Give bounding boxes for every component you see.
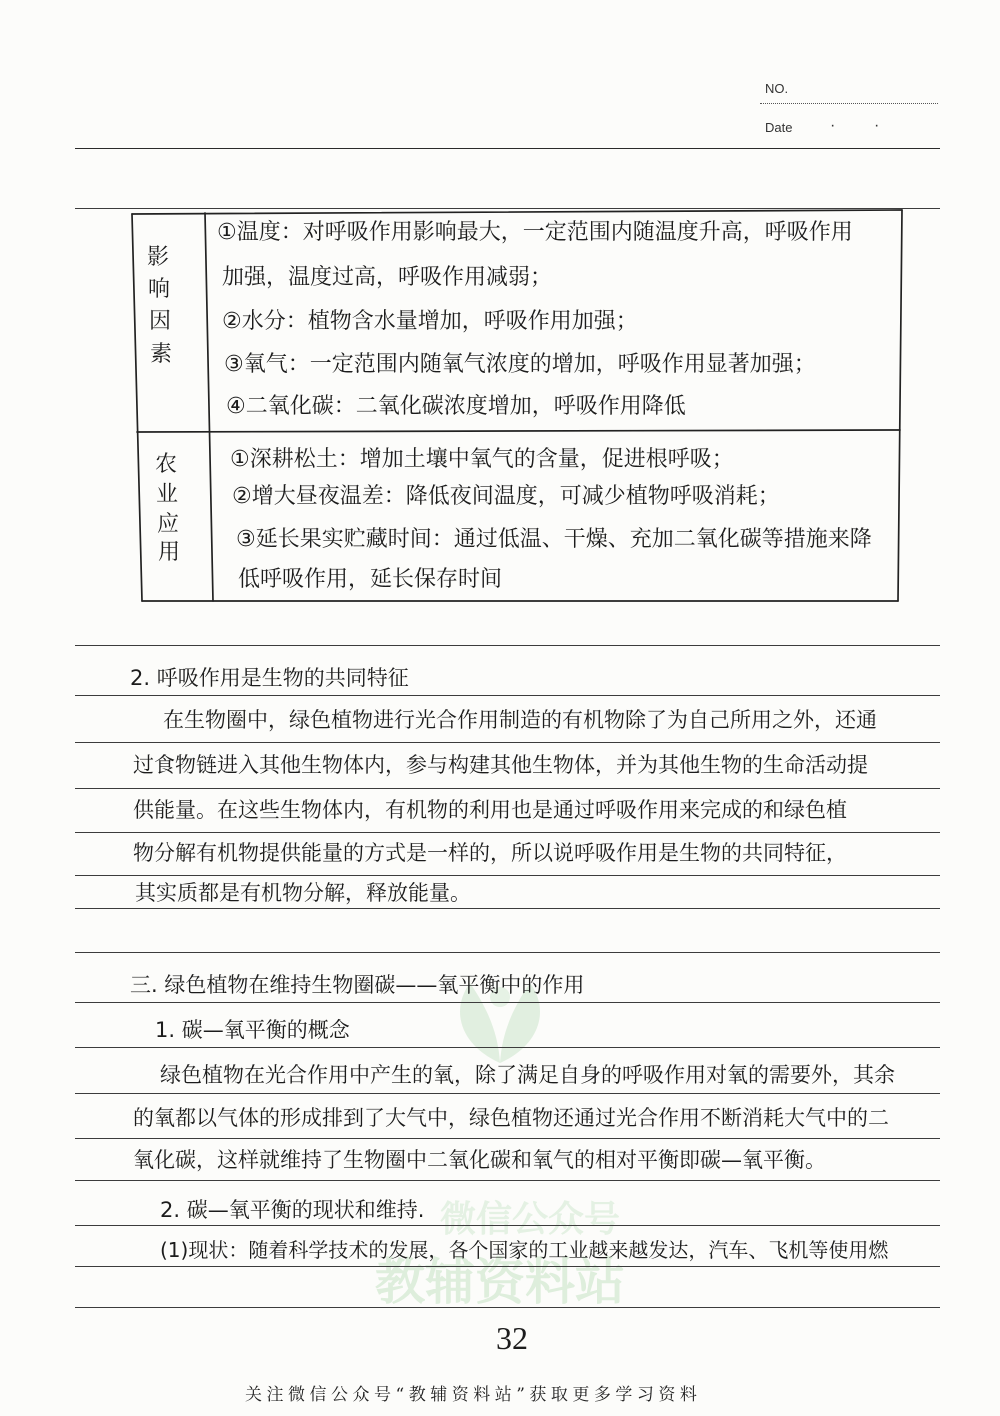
table-row: ④二氧化碳：二氧化碳浓度增加，呼吸作用降低	[226, 394, 686, 419]
ruled-line	[75, 1180, 940, 1181]
paragraph-line: 绿色植物在光合作用中产生的氧，除了满足自身的呼吸作用对氧的需要外，其余	[160, 1063, 895, 1087]
paragraph-line: 的氧都以气体的形成排到了大气中，绿色植物还通过光合作用不断消耗大气中的二	[133, 1106, 889, 1130]
section-heading: 2. 呼吸作用是生物的共同特征	[130, 666, 409, 690]
paragraph-line: 供能量。在这些生物体内，有机物的利用也是通过呼吸作用来完成的和绿色植	[133, 798, 847, 822]
table-label-char: 因	[149, 309, 172, 334]
ruled-line	[75, 1002, 940, 1003]
paragraph-line: 氧化碳，这样就维持了生物圈中二氧化碳和氧气的相对平衡即碳—氧平衡。	[133, 1148, 826, 1172]
table-label-char: 用	[158, 540, 181, 565]
watermark-text-top: 微信公众号	[440, 1199, 621, 1240]
ruled-line	[75, 1138, 940, 1139]
subsection-heading: 2. 碳—氧平衡的现状和维持.	[160, 1198, 425, 1222]
chapter-heading: 三. 绿色植物在维持生物圈碳——氧平衡中的作用	[130, 973, 585, 997]
ruled-line	[75, 742, 940, 743]
table-row: ①温度：对呼吸作用影响最大，一定范围内随温度升高，呼吸作用	[217, 220, 853, 245]
ruled-line	[75, 952, 940, 953]
table-label-char: 农	[155, 452, 178, 477]
table-label-char: 素	[150, 342, 173, 367]
table-label-char: 应	[157, 512, 180, 537]
no-label: NO.	[765, 81, 789, 96]
table-label-char: 业	[156, 482, 179, 507]
table-row: ③氧气：一定范围内随氧气浓度的增加，呼吸作用显著加强；	[224, 352, 816, 377]
paragraph-line: 其实质都是有机物分解，释放能量。	[135, 881, 471, 905]
page-number: 32	[496, 1320, 528, 1356]
table-row: ②增大昼夜温差：降低夜间温度，可减少植物呼吸消耗；	[232, 484, 780, 509]
watermark-text-main: 教辅资料站	[375, 1253, 625, 1311]
ruled-line	[75, 1047, 940, 1048]
subsection-heading: 1. 碳—氧平衡的概念	[155, 1018, 350, 1042]
ruled-line	[75, 1225, 940, 1226]
table-row: ③延长果实贮藏时间：通过低温、干燥、充加二氧化碳等措施来降	[236, 527, 872, 552]
date-dot-2: ·	[874, 117, 880, 134]
table-row: 低呼吸作用，延长保存时间	[238, 567, 503, 592]
paragraph-line: 物分解有机物提供能量的方式是一样的，所以说呼吸作用是生物的共同特征，	[133, 841, 847, 865]
date-dot-1: ·	[830, 117, 836, 134]
ruled-line	[75, 695, 940, 696]
ruled-line	[75, 1266, 940, 1267]
ruled-line	[75, 645, 940, 646]
paragraph-line: 过食物链进入其他生物体内，参与构建其他生物体，并为其他生物的生命活动提	[133, 753, 868, 777]
paragraph-line: 在生物圈中，绿色植物进行光合作用制造的有机物除了为自己所用之外，还通	[163, 708, 877, 732]
table-row: 加强，温度过高，呼吸作用减弱；	[222, 265, 553, 290]
ruled-line	[75, 875, 940, 876]
ruled-line	[75, 908, 940, 909]
table-label-char: 影	[147, 245, 170, 270]
ruled-line	[75, 832, 940, 833]
footer-note: 关注微信公众号“教辅资料站”获取更多学习资料	[245, 1385, 702, 1405]
ruled-line	[75, 1093, 940, 1094]
table-row: ②水分：植物含水量增加，呼吸作用加强；	[222, 309, 638, 334]
date-label: Date	[765, 120, 793, 135]
ruled-line	[75, 1307, 940, 1308]
table-label-char: 响	[148, 277, 171, 302]
paragraph-line: (1)现状：随着科学技术的发展，各个国家的工业越来越发达，汽车、飞机等使用燃	[160, 1238, 889, 1262]
table-row: ①深耕松土：增加土壤中氧气的含量，促进根呼吸；	[230, 447, 734, 472]
ruled-line	[75, 788, 940, 789]
